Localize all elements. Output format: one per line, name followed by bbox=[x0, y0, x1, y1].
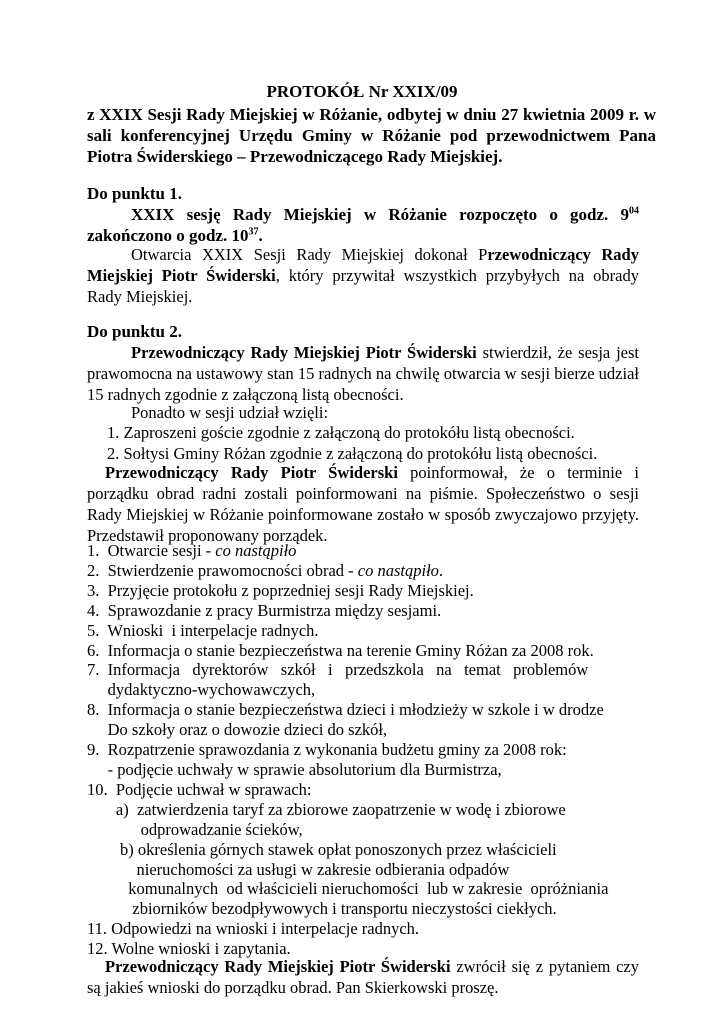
agenda-item: 1. Otwarcie sesji - co nastąpiło bbox=[87, 541, 297, 560]
quorum-paragraph: Przewodniczący Rady Miejskiej Piotr Świderski stwierdził, że sesja jest prawomocna na ustawowy stan 15 radnych na chwilę otwarcia w sesji bierze udział 15 radnych zgodnie z załączoną listą obecności. bbox=[87, 343, 640, 404]
agenda-item: Do szkoły oraz o dowozie dzieci do szkół, bbox=[87, 720, 388, 740]
session-opening-times: XXIX sesję Rady Miejskiej w Różanie rozpoczęto o godz. $9^{04}$ zakończono o godz. $10^{37}$. bbox=[87, 205, 639, 245]
agenda-item: 12. Wolne wnioski i zapytania. bbox=[87, 939, 291, 959]
agenda-item: 3. Przyjęcie protokołu z poprzedniej sesji Rady Miejskiej. bbox=[87, 580, 474, 600]
agenda-item: nieruchomości za usługi w zakresie odbierania odpadów bbox=[87, 859, 510, 879]
participants-intro: Ponadto w sesji udział wzięli: bbox=[131, 403, 329, 422]
protocol-intro: z XXIX Sesji Rady Miejskiej w Różanie, odbytej w dniu 27 kwietnia 2009 r. w sali konferencyjnej Urzędu Gminy w Różanie pod przewodnictwem Pana Piotra Świderskiego – Przewodniczącego Rady Miejskiej. bbox=[87, 105, 656, 166]
agenda-item: 6. Informacja o stanie bezpieczeństwa na terenie Gminy Różan za 2008 rok. bbox=[87, 640, 594, 660]
agenda-item: 4. Sprawozdanie z pracy Burmistrza między sesjami. bbox=[87, 600, 442, 620]
participants-list bbox=[107, 422, 647, 464]
agenda-item: 7. Informacja dyrektorów szkół i przedszkola na temat problemów bbox=[87, 660, 589, 680]
participant-item: 2. Sołtysi Gminy Różan zgodnie z załączoną do protokółu listą obecności. bbox=[107, 444, 598, 463]
agenda-item: 10. Podjęcie uchwał w sprawach: bbox=[87, 779, 312, 799]
protocol-title: PROTOKÓŁ Nr XXIX/09 bbox=[266, 82, 458, 101]
point-1-heading: Do punktu 1. bbox=[87, 184, 182, 203]
agenda-item: zbiorników bezodpływowych i transportu nieczystości ciekłych. bbox=[87, 899, 557, 919]
agenda-item: a) zatwierdzenia taryf za zbiorowe zaopatrzenie w wodę i zbiorowe bbox=[87, 799, 566, 819]
agenda-item: 11. Odpowiedzi na wnioski i interpelacje radnych. bbox=[87, 919, 420, 939]
end-minutes: 37 bbox=[248, 226, 259, 238]
agenda-item: - podjęcie uchwały w sprawie absolutorium dla Burmistrza, bbox=[87, 759, 502, 779]
informed-paragraph: Przewodniczący Rady Piotr Świderski poinformował, że o terminie i porządku obrad radni zostali poinformowani na piśmie. Społeczeństwo o sesji Rady Miejskiej w Różanie poinformowane zostało w sposób zwyczajowo przyjęty. Przedstawił proponowany porządek. bbox=[87, 463, 639, 545]
agenda-item: komunalnych od właścicieli nieruchomości lub w zakresie opróżniania bbox=[87, 879, 609, 899]
agenda-item: 8. Informacja o stanie bezpieczeństwa dzieci i młodzieży w szkole i w drodze bbox=[87, 700, 604, 720]
participant-item: 1. Zaproszeni goście zgodnie z załączoną do protokółu listą obecności. bbox=[107, 423, 575, 442]
agenda-item: 5. Wnioski i interpelacje radnych. bbox=[87, 620, 319, 640]
agenda-item: odprowadzanie ścieków, bbox=[87, 819, 303, 839]
agenda-item: 2. Stwierdzenie prawomocności obrad - co nastąpiło. bbox=[87, 560, 444, 580]
agenda-list bbox=[87, 541, 647, 959]
agenda-question-paragraph: Przewodniczący Rady Miejskiej Piotr Świderski zwrócił się z pytaniem czy są jakieś wnioski do porządku obrad. Pan Skierkowski proszę. bbox=[87, 957, 639, 997]
session-opened-by: Otwarcia XXIX Sesji Rady Miejskiej dokonał Przewodniczący Rady Miejskiej Piotr Świderski, który przywitał wszystkich przybyłych na obrady Rady Miejskiej. bbox=[87, 245, 639, 306]
point-2-heading: Do punktu 2. bbox=[87, 322, 182, 341]
agenda-item: 9. Rozpatrzenie sprawozdania z wykonania budżetu gminy za 2008 rok: bbox=[87, 740, 567, 760]
start-minutes: 04 bbox=[629, 205, 639, 217]
agenda-item: b) określenia górnych stawek opłat ponoszonych przez właścicieli bbox=[87, 839, 557, 859]
agenda-item: dydaktyczno-wychowawczych, bbox=[87, 680, 316, 700]
